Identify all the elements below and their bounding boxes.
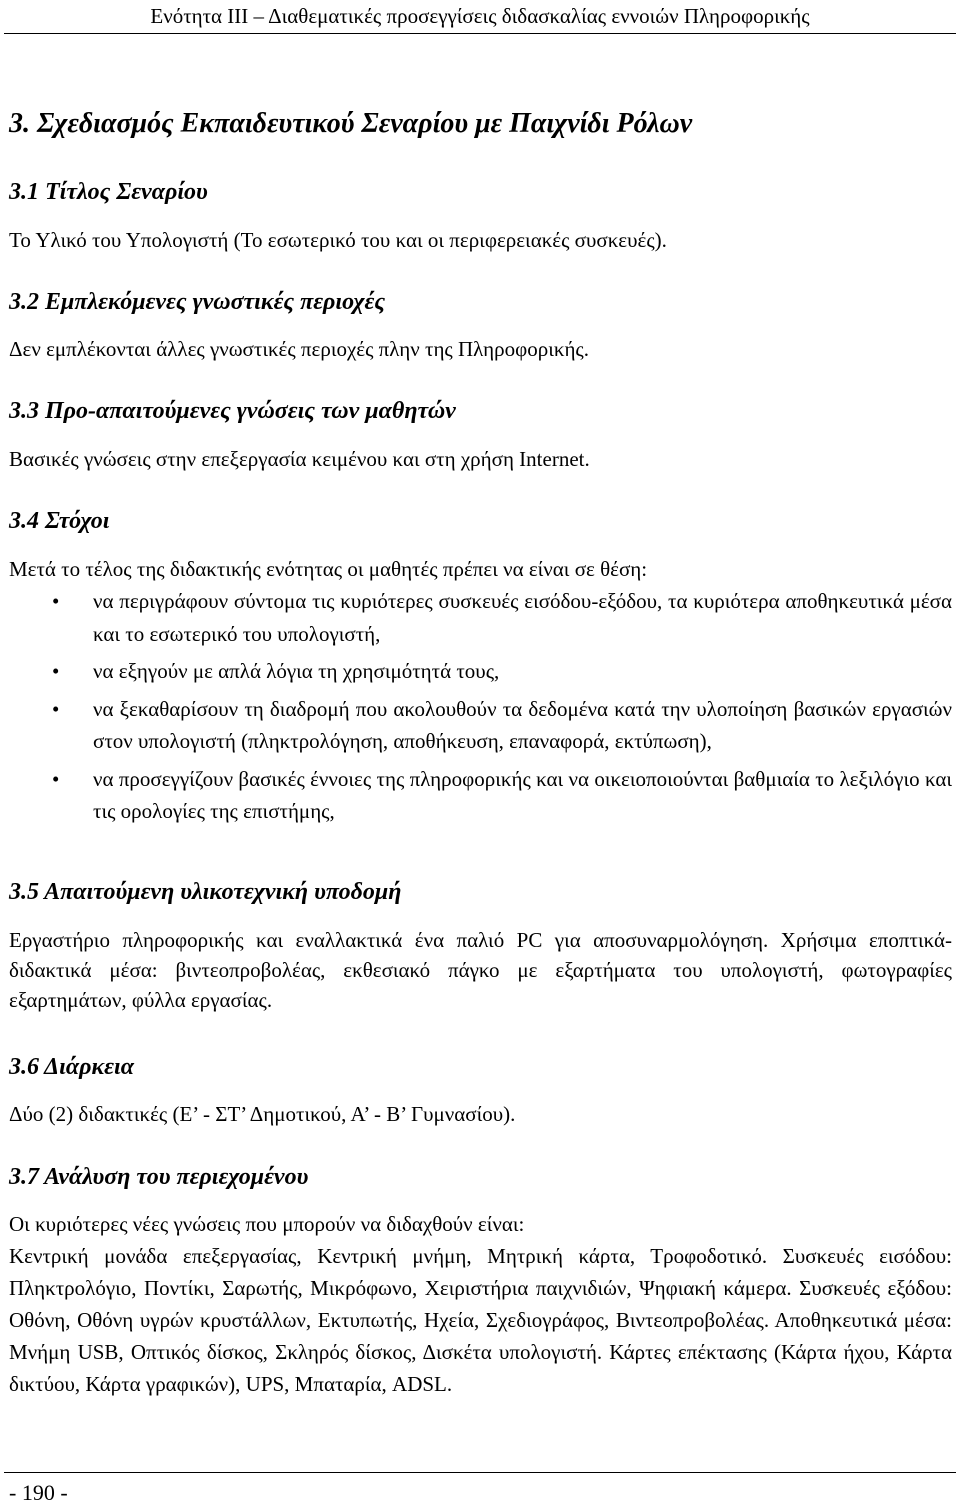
section-text-prereq: Βασικές γνώσεις στην επεξεργασία κειμένου και στη χρήση Internet. — [9, 447, 590, 471]
bullet-icon: • — [52, 659, 60, 683]
section-heading-prereq: 3.3 Προ-απαιτούμενες γνώσεις των μαθητών — [9, 398, 456, 424]
goal-item-text: να περιγράφουν σύντομα τις κυριότερες συσκευές εισόδου-εξόδου, τα κυριότερα αποθηκευτικά μέσα και το εσωτερικό του υπολογιστή, — [93, 589, 952, 646]
bullet-icon: • — [52, 589, 60, 613]
bullet-icon: • — [52, 766, 60, 791]
section-text-content: Κεντρική μονάδα επεξεργασίας, Κεντρική μνήμη, Μητρική κάρτα, Τροφοδοτικό. Συσκευές εισόδου: Πληκτρολόγιο, Ποντίκι, Σαρωτής, Μικρόφωνο, Χειριστήρια παιχνιδιών, Ψηφιακή κάμερα. Συσκευές εξόδου: Οθόνη, Οθόνη υγρών κρυστάλλων, Εκτυπωτής, Ηχεία, Σχεδιογράφος, Βιντεοπροβολέας. Αποθηκευτικά μέσα: Μνήμη USB, Οπτικός δίσκος, Σκληρός δίσκος, Δισκέτα υπολογιστή. Κάρτες επέκτασης (Κάρτα ήχου, Κάρτα δικτύου, Κάρτα γραφικών), UPS, Μπαταρία, ADSL. — [9, 1244, 952, 1396]
goal-item — [9, 763, 952, 828]
section-text-title: Το Υλικό του Υπολογιστή (Το εσωτερικό του και οι περιφερειακές συσκευές). — [9, 228, 667, 252]
goal-item — [9, 655, 952, 688]
header-rule — [4, 33, 956, 34]
section-heading-goals: 3.4 Στόχοι — [9, 508, 110, 534]
section-heading-areas: 3.2 Εμπλεκόμενες γνωστικές περιοχές — [9, 289, 386, 315]
section-heading-infrastructure: 3.5 Απαιτούμενη υλικοτεχνική υποδομή — [9, 879, 402, 905]
bullet-icon: • — [52, 696, 60, 721]
goals-intro: Μετά το τέλος της διδακτικής ενότητας οι μαθητές πρέπει να είναι σε θέση: — [9, 557, 648, 581]
section-text-areas: Δεν εμπλέκονται άλλες γνωστικές περιοχές πλην της Πληροφορικής. — [9, 337, 590, 361]
content-intro: Οι κυριότερες νέες γνώσεις που μπορούν να διδαχθούν είναι: — [9, 1212, 525, 1236]
goals-list — [9, 585, 952, 828]
section-text-duration: Δύο (2) διδακτικές (Ε’ - ΣΤ’ Δημοτικού, Α’ - Β’ Γυμνασίου). — [9, 1102, 516, 1126]
running-header: Ενότητα ΙΙΙ – Διαθεματικές προσεγγίσεις διδασκαλίας εννοιών Πληροφορικής — [150, 4, 810, 28]
goal-item — [9, 693, 952, 758]
section-heading-title: 3.1 Τίτλος Σεναρίου — [9, 179, 208, 205]
goal-item-text: να εξηγούν με απλά λόγια τη χρησιμότητά τους, — [93, 659, 500, 683]
goal-item — [9, 585, 952, 650]
section-heading-content: 3.7 Ανάλυση του περιεχομένου — [9, 1164, 309, 1190]
section-heading-duration: 3.6 Διάρκεια — [9, 1054, 134, 1080]
chapter-heading: 3. Σχεδιασμός Εκπαιδευτικού Σεναρίου με Παιχνίδι Ρόλων — [9, 108, 693, 139]
goal-item-text: να προσεγγίζουν βασικές έννοιες της πληροφορικής και να οικειοποιούνται βαθμιαία το λεξιλόγιο και τις ορολογίες της επιστήμης, — [93, 766, 952, 823]
section-text-infrastructure: Εργαστήριο πληροφορικής και εναλλακτικά ένα παλιό PC για αποσυναρμολόγηση. Χρήσιμα εποπτικά-διδακτικά μέσα: βιντεοπροβολέας, εκθεσιακό πάγκο με εξαρτήματα του υπολογιστή, φωτογραφίες εξαρτημάτων, φύλλα εργασίας. — [9, 928, 952, 1012]
goal-item-text: να ξεκαθαρίσουν τη διαδρομή που ακολουθούν τα δεδομένα κατά την υλοποίηση βασικών εργασιών στον υπολογιστή (πληκτρολόγηση, αποθήκευση, επαναφορά, εκτύπωση), — [93, 696, 952, 753]
page-number: - 190 - — [9, 1480, 68, 1505]
footer-rule — [4, 1472, 956, 1473]
